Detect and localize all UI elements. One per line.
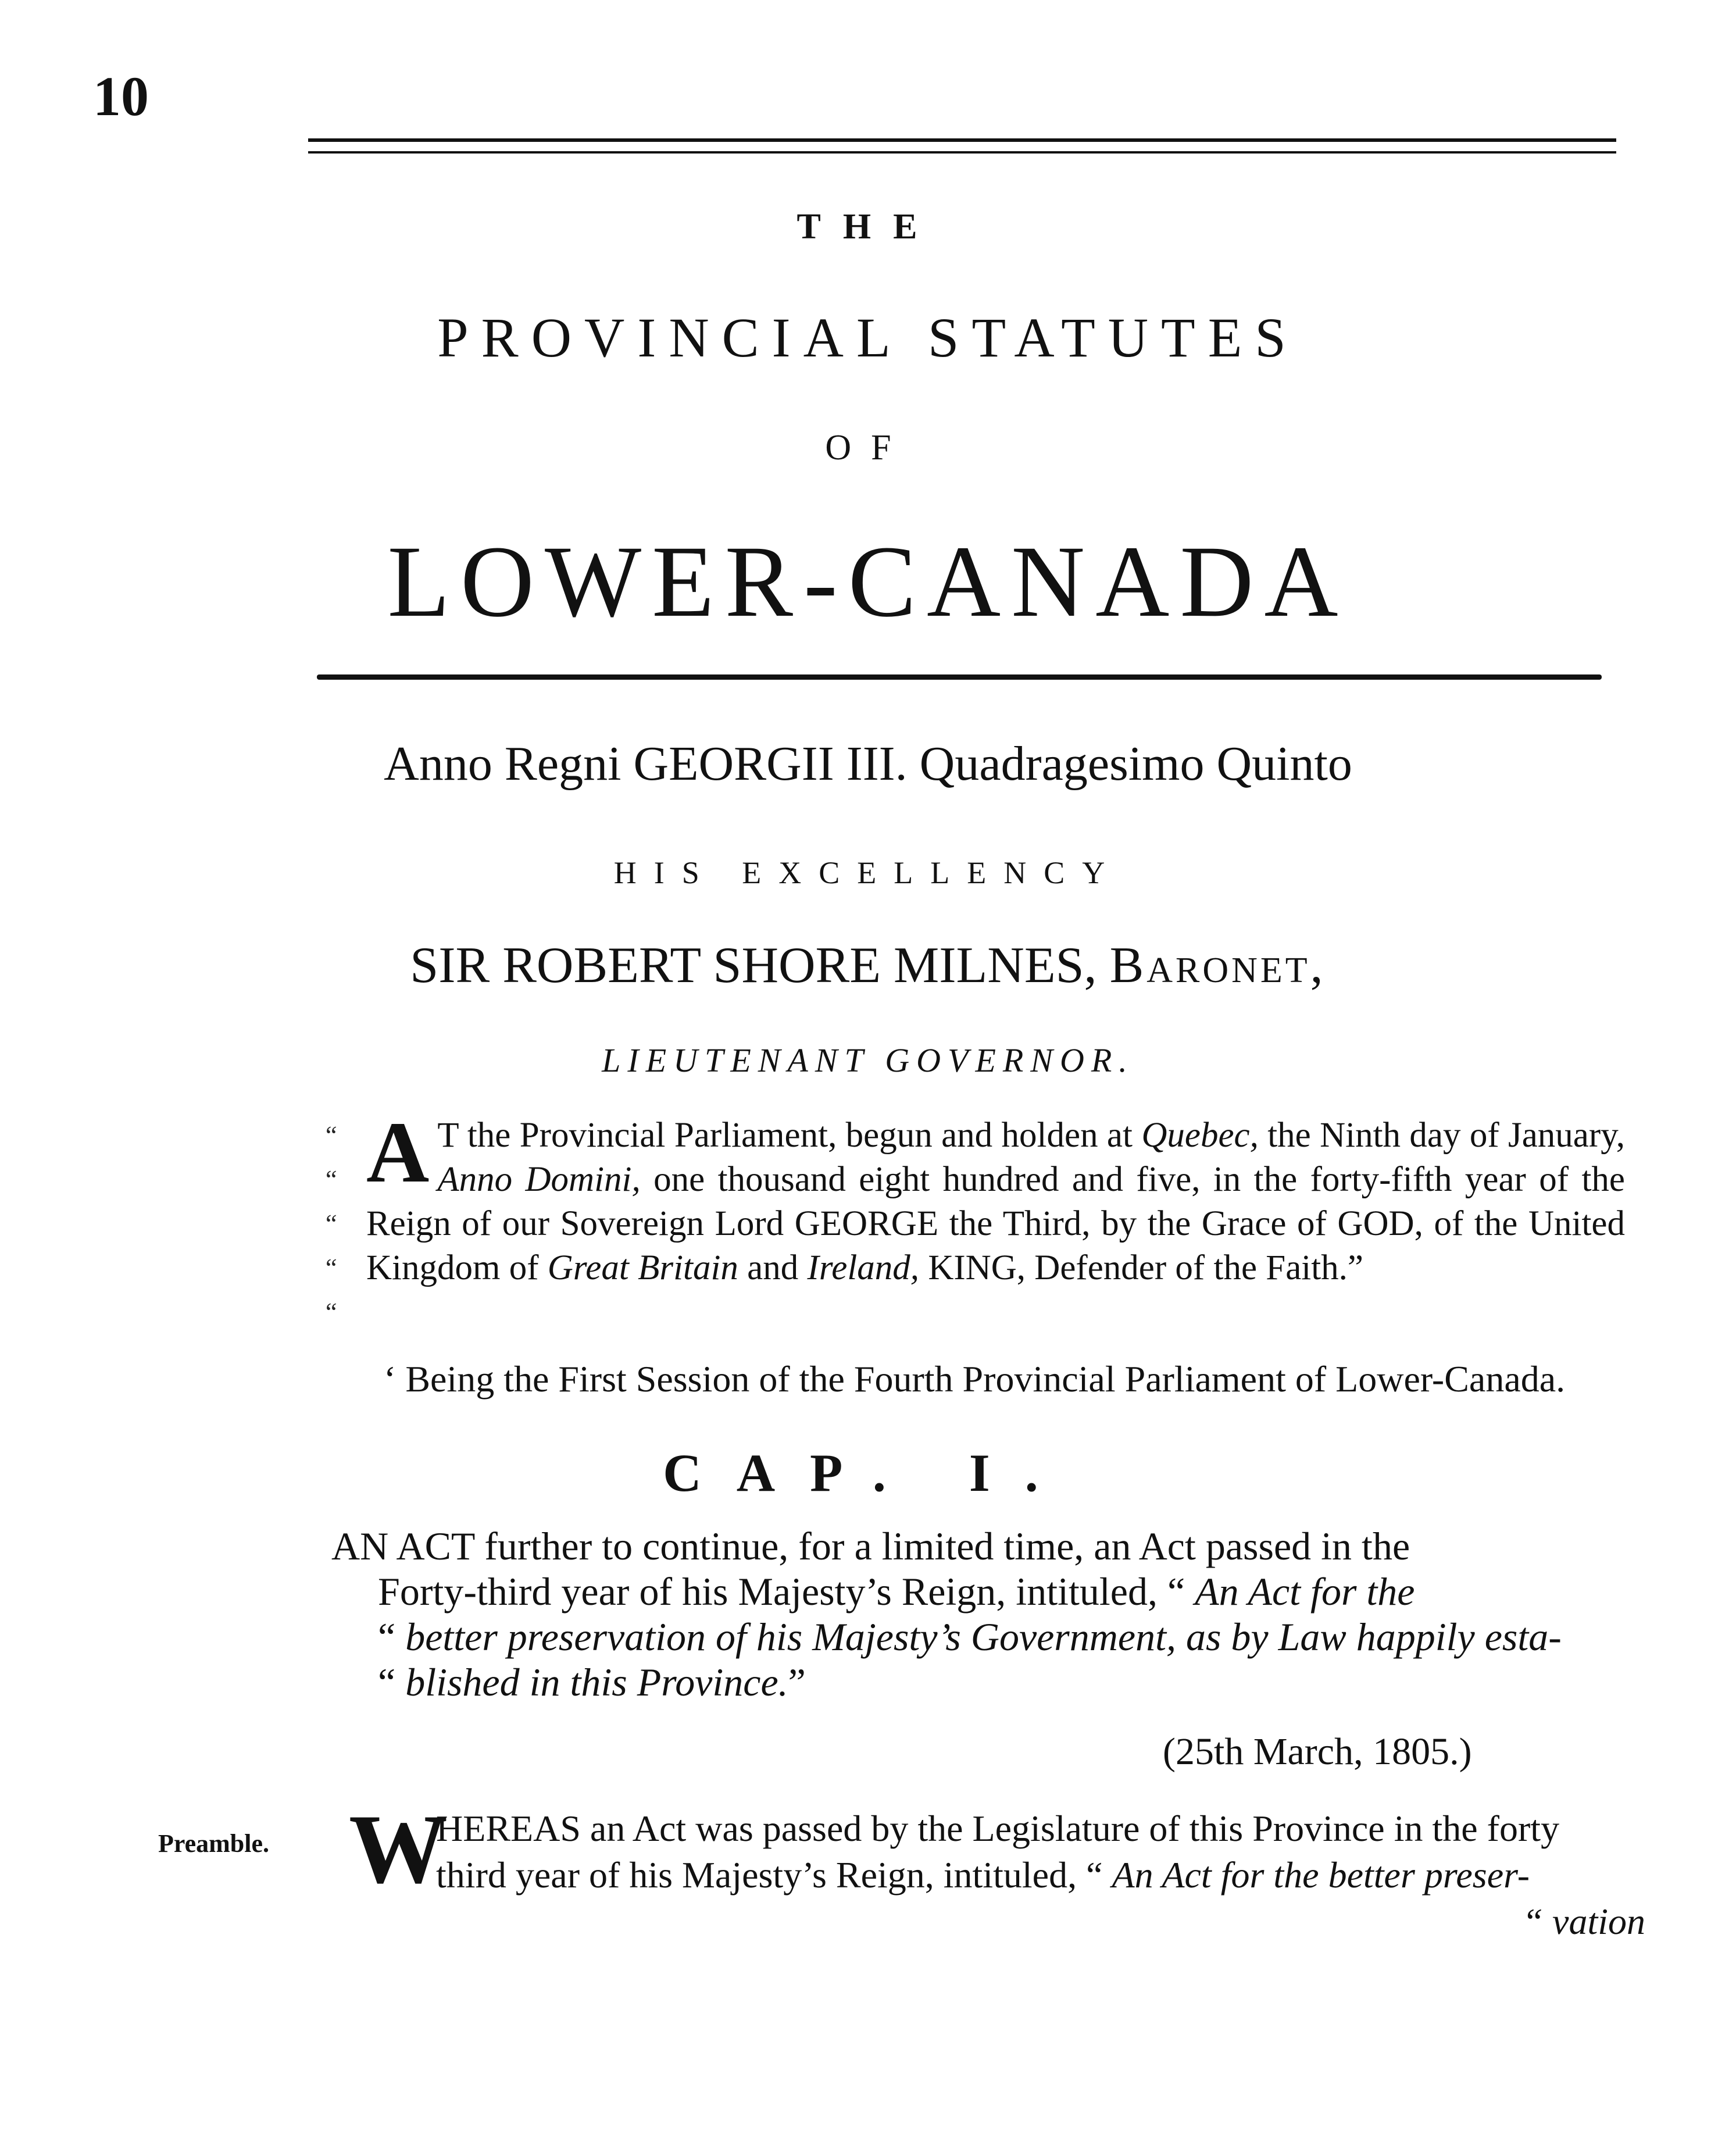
great-britain: Great Britain [547,1248,738,1287]
governor-title: Baronet, [1109,937,1326,994]
act-title [331,1523,1628,1705]
paragraph-segment: one thousand eight hundred and five, in the forty-fifth year of the Reign of our Sovereign Lord GEORGE the Third, by the Grace of GOD, of the United Kingdom of [366,1160,1625,1287]
session-line: ‘ Being the First Session of the Fourth Provincial Parliament of Lower-Canada. [384,1358,1566,1400]
title-of: OF [825,428,911,467]
quote-margin [326,1113,360,1334]
title-the: THE [796,207,940,247]
whereas-segment: third year of his Majesty’s Reign, intituled, “ [436,1854,1112,1896]
whereas-segment: An Act for the better preser- [1112,1854,1530,1896]
act-title-segment: “ [378,1660,406,1704]
whereas-line [436,1852,1645,1898]
his-excellency-heading: HIS EXCELLENCY [613,855,1123,890]
governor-name: SIR ROBERT SHORE MILNES, [410,937,1097,994]
act-title-segment: blished in this Province. [405,1660,788,1704]
paragraph-segment: the Ninth day of January, [1258,1116,1625,1155]
dropcap-w: W [349,1794,448,1904]
whereas-line: HEREAS an Act was passed by the Legislature of this Province in the forty [436,1808,1560,1849]
act-title-line [331,1659,1628,1705]
paragraph-segment: T the Provincial Parliament, begun and holden at [437,1116,1142,1155]
quote-mark: “ [326,1254,337,1282]
parliament-paragraph-text [366,1104,1625,1290]
governor-office: LIEUTENANT GOVERNOR. [602,1041,1134,1079]
page-number: 10 [93,65,149,127]
middle-rule [317,674,1602,680]
anno-domini: Anno Domini, [437,1160,641,1199]
top-double-rule [308,138,1616,154]
act-title-segment: An Act for the [1195,1569,1415,1614]
ireland: Ireland, [807,1248,920,1287]
act-title-line [331,1569,1628,1614]
paragraph-segment: KING, Defender of the Faith.” [919,1248,1363,1287]
act-title-segment: ” [788,1660,806,1704]
quote-mark: “ [326,1209,337,1238]
act-title-segment: “ [378,1615,406,1659]
place-quebec: Quebec, [1141,1116,1259,1155]
act-title-line: AN ACT further to continue, for a limited time, an Act passed in the [331,1524,1410,1568]
act-title-line [331,1614,1628,1659]
whereas-text [436,1805,1645,1945]
governor-name-line [0,936,1736,995]
title-lower-canada: LOWER-CANADA [387,525,1349,638]
act-title-segment: better preservation of his Majesty’s Government, as by Law happily esta- [405,1615,1562,1659]
paragraph-segment: and [738,1248,808,1287]
dropcap-a: A [366,1104,430,1201]
chapter-heading: CAP. I. [663,1443,1073,1502]
act-title-segment: Forty-third year of his Majesty’s Reign, intituled, “ [378,1569,1195,1614]
quote-mark: “ [326,1165,337,1194]
whereas-line: “ vation [1522,1901,1645,1942]
quote-mark: “ [326,1121,337,1150]
anno-regni-line: Anno Regni GEORGII III. Quadragesimo Quinto [384,737,1352,791]
parliament-paragraph [326,1104,1628,1346]
quote-mark: “ [326,1298,337,1326]
act-date: (25th March, 1805.) [1163,1730,1472,1773]
margin-note-preamble: Preamble. [158,1829,270,1858]
title-provincial-statutes: PROVINCIAL STATUTES [437,306,1299,369]
